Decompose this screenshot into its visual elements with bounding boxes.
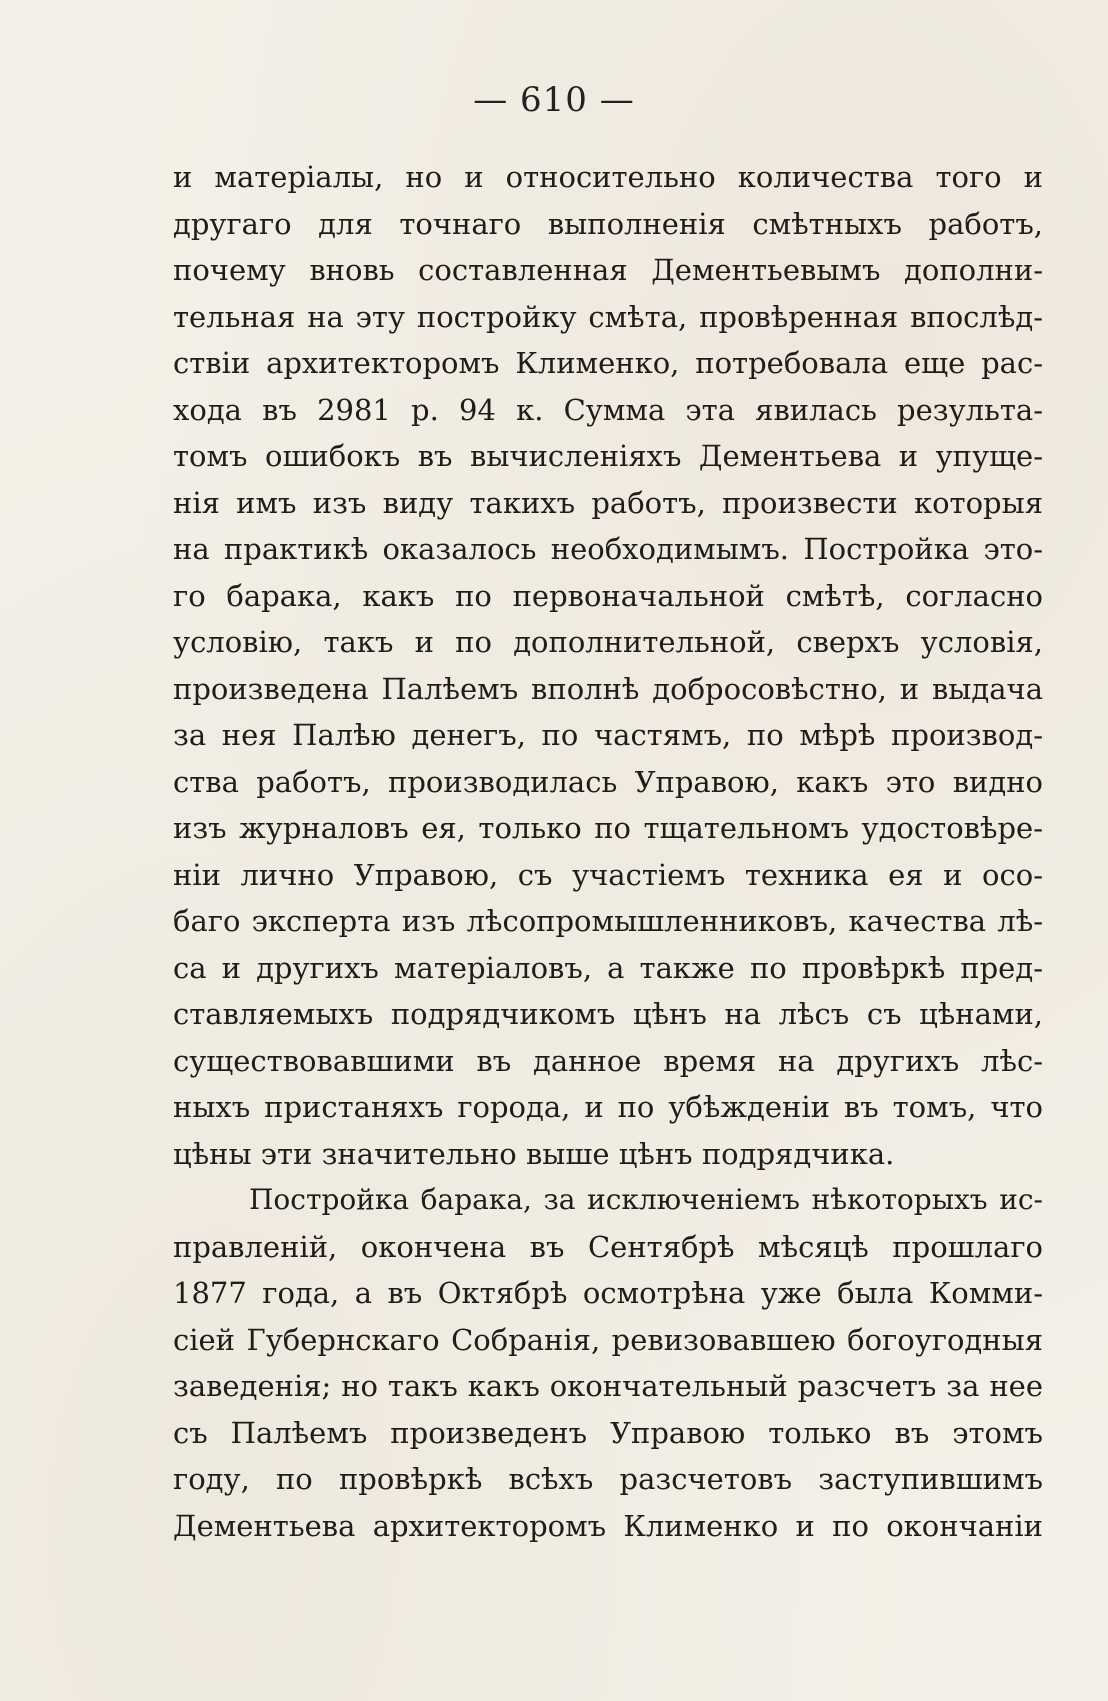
text-line: Дементьева архитекторомъ Клименко и по окончаніи [173, 1508, 1043, 1543]
text-line: ствіи архитекторомъ Клименко, потребовала еще рас- [173, 346, 1043, 380]
text-line: на практикѣ оказалось необходимымъ. Постройка это- [173, 532, 1043, 566]
text-line: существовавшими въ данное время на другихъ лѣс- [173, 1043, 1043, 1078]
text-line: произведена Палѣемъ вполнѣ добросовѣстно, и выдача [173, 671, 1043, 706]
text-line: цѣны эти значительно выше цѣнъ подрядчика. [173, 1136, 895, 1171]
text-line: ныхъ пристаняхъ города, и по убѣжденіи въ томъ, что [173, 1090, 1043, 1124]
text-line: 1877 года, а въ Октябрѣ осмотрѣна уже была Комми- [173, 1276, 1043, 1310]
text-line: почему вновь составленная Дементьевымъ дополни- [173, 253, 1043, 287]
text-line: ніи лично Управою, съ участіемъ техника ея и осо- [173, 857, 1043, 892]
text-line: и матеріалы, но и относительно количества того и [173, 160, 1043, 194]
text-line: го барака, какъ по первоначальной смѣтѣ, согласно [173, 578, 1043, 613]
paragraph-2 [173, 1177, 1043, 1549]
text-line: правленій, окончена въ Сентябрѣ мѣсяцѣ прошлаго [173, 1229, 1043, 1264]
text-line: Постройка барака, за исключеніемъ нѣкоторыхъ ис- [249, 1183, 1043, 1216]
text-line: условію, такъ и по дополнительной, сверхъ условія, [173, 625, 1043, 659]
text-line: сіей Губернскаго Собранія, ревизовавшею богоугодныя [173, 1322, 1043, 1357]
text-line: изъ журналовъ ея, только по тщательномъ удостовѣре- [173, 811, 1043, 845]
text-line: тельная на эту постройку смѣта, провѣренная впослѣд- [173, 299, 1043, 334]
text-line: заведенія; но такъ какъ окончательный разсчетъ за нее [173, 1369, 1043, 1403]
text-line: томъ ошибокъ въ вычисленіяхъ Дементьева и упуще- [173, 439, 1043, 473]
paragraph-1 [173, 154, 1043, 1177]
body-text [173, 154, 1043, 1549]
text-line: за нея Палѣю денегъ, по частямъ, по мѣрѣ производ- [173, 718, 1043, 752]
text-line: другаго для точнаго выполненія смѣтныхъ работъ, [173, 206, 1043, 241]
text-line: хода въ 2981 р. 94 к. Сумма эта явилась результа- [173, 392, 1043, 427]
text-line: ства работъ, производилась Управою, какъ это видно [173, 764, 1043, 799]
page-number: — 610 — [473, 80, 635, 120]
text-line: году, по провѣркѣ всѣхъ разсчетовъ заступившимъ [173, 1462, 1043, 1496]
text-line: баго эксперта изъ лѣсопромышленниковъ, качества лѣ- [173, 904, 1043, 938]
text-line: са и другихъ матеріаловъ, а также по провѣркѣ пред- [173, 950, 1043, 985]
text-line: съ Палѣемъ произведенъ Управою только въ этомъ [173, 1415, 1043, 1450]
text-line: ставляемыхъ подрядчикомъ цѣнъ на лѣсъ съ цѣнами, [173, 997, 1043, 1031]
text-line: нія имъ изъ виду такихъ работъ, произвести которыя [173, 485, 1043, 520]
